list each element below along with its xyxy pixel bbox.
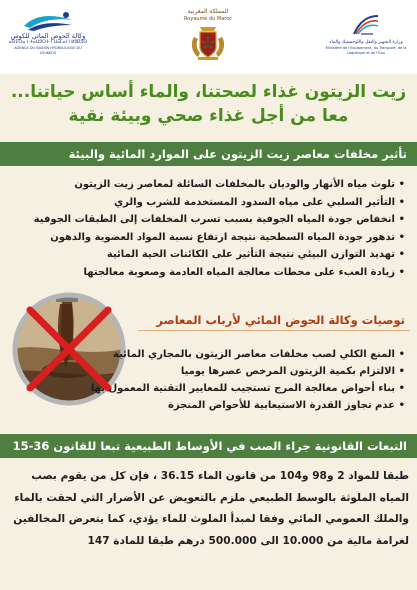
header <box>0 0 417 74</box>
poster-title-line-1: زيت الزيتون غذاء لصحتنا، والماء أساس حياتنا... <box>10 82 407 102</box>
list-item: • عدم تجاوز القدرة الاستيعابية للأحواض المنجزة <box>91 397 405 414</box>
list-item: • انخفاض جودة المياه الجوفية بسبب تسرب المخلفات إلى الطبقات الجوفية <box>34 211 405 229</box>
list-item: • بناء أحواض معالجة المرج تستجيب للمعايير التقنية المعمول بها <box>91 380 405 397</box>
ministry-emblem-icon <box>351 12 381 36</box>
section-legal-title: التبعات القانونية جراء الصب في الأوساط الطبيعية تبعا للقانون 36-15 <box>12 439 407 453</box>
water-swoosh-icon <box>20 10 76 32</box>
list-item: • زيادة العبء على محطات معالجة المياه العادمة وصعوبة معالجتها <box>34 264 405 282</box>
list-item: • التأثير السلبي على مياه السدود المستخدمة للشرب والري <box>34 194 405 212</box>
impact-list <box>34 176 405 282</box>
ministry-name-fr: Ministère de l'Equipement, du Transport, de la Logistique et de l'Eau <box>325 46 407 55</box>
legal-paragraph <box>8 466 409 552</box>
section-recommendations-title: توصيات وكالة الحوض المائي لأرباب المعاصر <box>156 313 405 327</box>
ministry-name-ar: وزارة التجهيز والنقل واللوجستيك والماء <box>329 40 403 45</box>
section-impact-title: تأثير مخلفات معاصر زيت الزيتون على الموارد المائية والبيئة <box>68 147 407 161</box>
legal-line: والملك العمومي المائي وفقا لمبدأ الملوث للماء يؤدي، كما يتعرض المخالفين <box>13 513 409 525</box>
kingdom-name-ar: المملكة المغربية <box>187 8 229 15</box>
section-legal-header <box>0 434 417 458</box>
section-divider <box>138 330 410 331</box>
water-agency-logo <box>8 10 88 70</box>
list-item: • المنع الكلي لصب مخلفات معاصر الزيتون بالمجاري المائية <box>91 346 405 363</box>
moroccan-coat-of-arms-icon <box>188 23 228 61</box>
legal-line: المياه الملوثة بالوسط الطبيعي ملزم بالتعويض عن الأضرار التي لحقت بالماء <box>14 491 409 504</box>
list-item: • تدهور جودة المياه السطحية نتيجة ارتفاع نسبة المواد العضوية والدهون <box>34 229 405 247</box>
legal-line: طبقا للمواد 2 و98 و104 من قانون الماء 36.15 ، فإن كل من يقوم بصب <box>31 470 409 482</box>
kingdom-name-fr: Royaume du Maroc <box>183 16 233 22</box>
agency-name-fr: AGENCE DU BASSIN HYDRAULIQUE DU LOUKKOS <box>14 46 82 55</box>
recommendations-list <box>91 346 405 414</box>
list-item: • تهديد التوازن البيئي نتيجة التأثير على الكائنات الحية المائية <box>34 246 405 264</box>
poster-title-line-2: معا من أجل غذاء صحي وبيئة نقية <box>68 106 349 126</box>
agency-name-ar: وكالة الحوض المائي للكوس <box>10 32 86 40</box>
section-impact-header <box>0 142 417 166</box>
list-item: • تلوث مياه الأنهار والوديان بالمخلفات السائلة لمعاصر زيت الزيتون <box>34 176 405 194</box>
list-item: • الالتزام بكمية الزيتون المرخص عصرها يوميا <box>91 363 405 380</box>
kingdom-logo <box>172 8 244 70</box>
legal-line: لغرامة مالية من 10.000 الى 500.000 درهم طبقا للمادة 147 <box>87 534 409 547</box>
agency-name-tifinagh: ⴰⵙⵉⵔⴰ ⵏ ⵜⴰⵡⵓⵔⵜ ⵏ ⵡⴰⵎⴰⵏ ⵏ ⵍⵓⴽⵓⵙ <box>8 40 88 45</box>
ministry-logo <box>320 12 412 72</box>
